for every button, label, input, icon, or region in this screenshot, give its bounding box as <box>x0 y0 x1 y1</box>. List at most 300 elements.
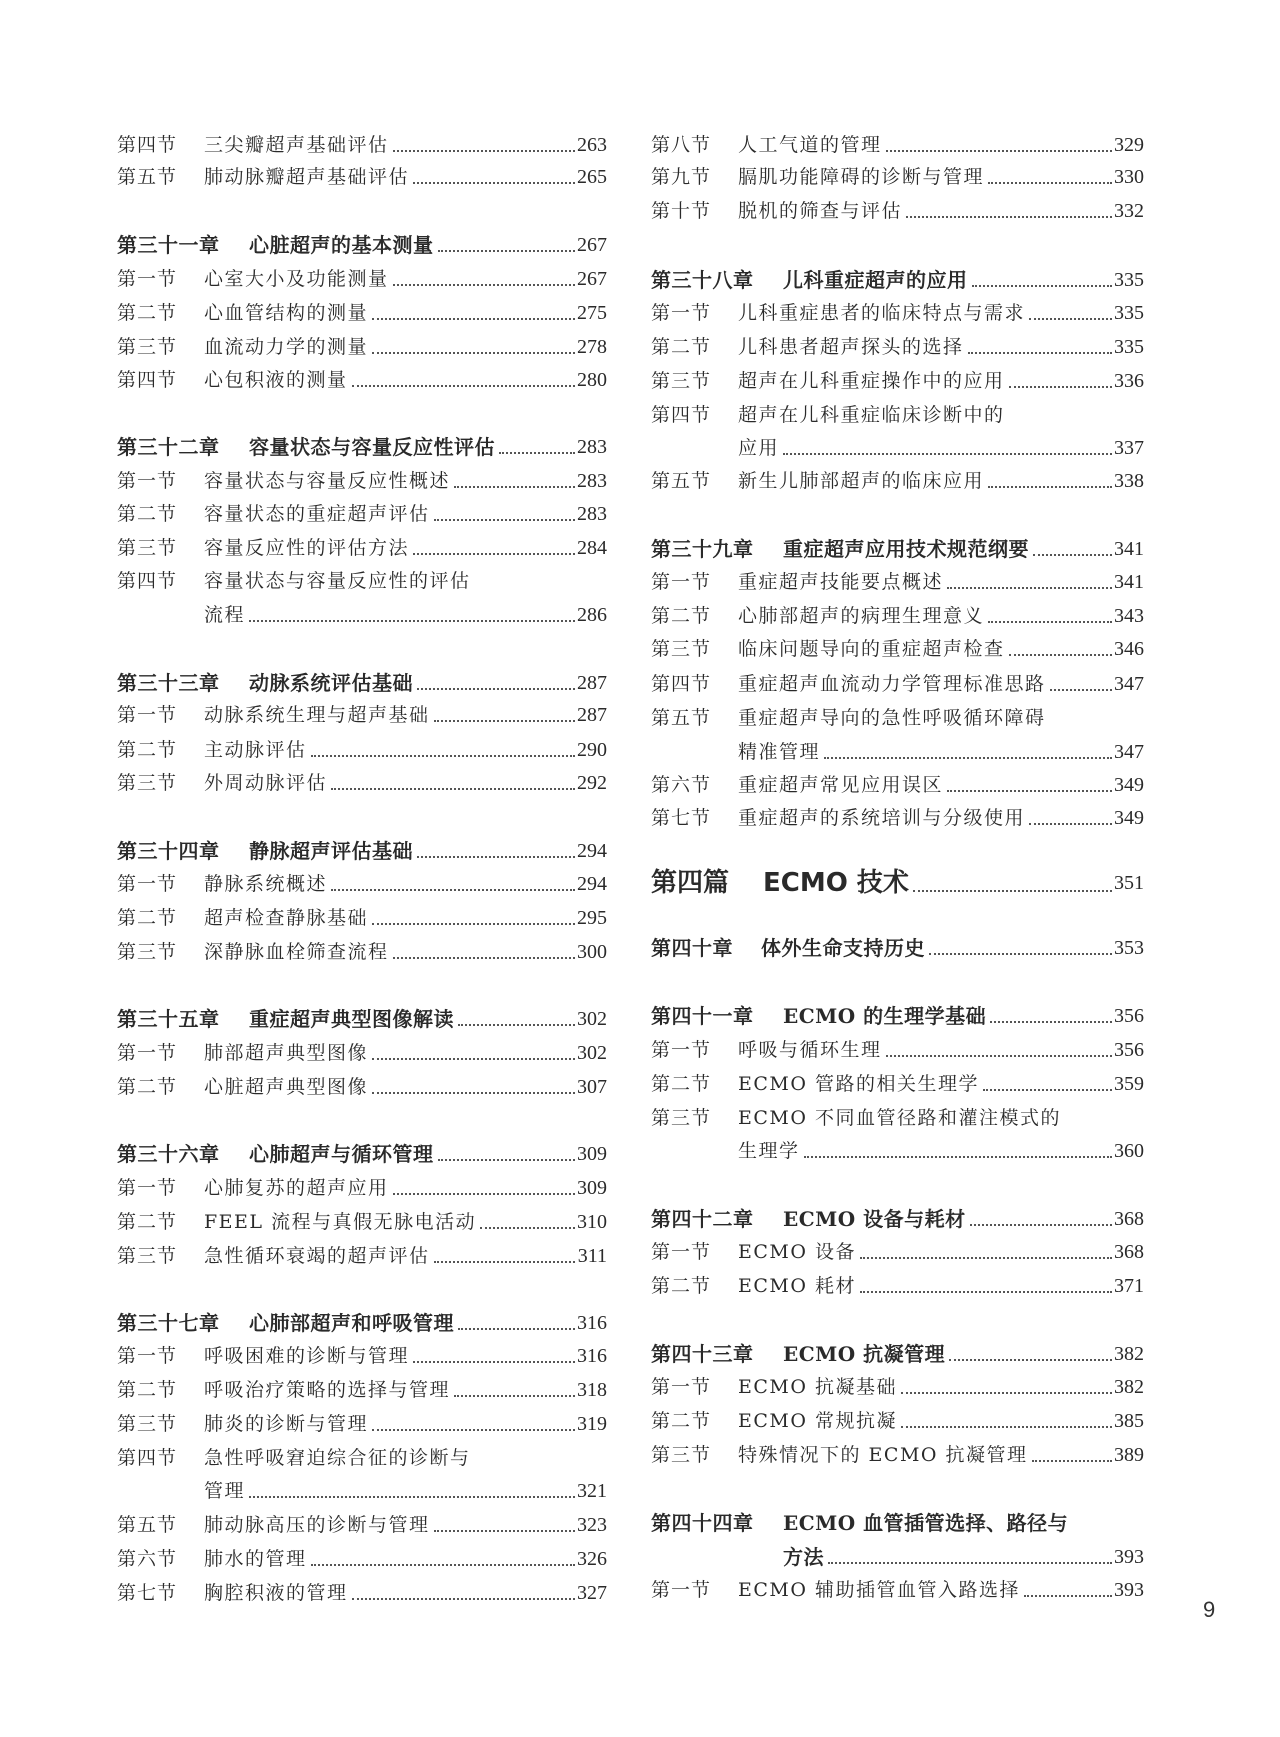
dot-leader <box>947 587 1112 589</box>
entry-title: 急性呼吸窘迫综合征的诊断与 <box>204 1447 471 1469</box>
dot-leader <box>1033 554 1112 556</box>
dot-leader <box>1050 689 1112 691</box>
entry-label: 第三节 <box>117 772 178 794</box>
entry-label: 第二节 <box>117 907 178 929</box>
entry-page-number: 332 <box>1112 196 1144 226</box>
entry-label: 第三节 <box>651 1107 712 1129</box>
toc-section-entry <box>651 1406 1144 1436</box>
entry-title: 重症超声常见应用误区 <box>738 774 944 796</box>
entry-label: 第二节 <box>117 1211 178 1233</box>
entry-title: 重症超声典型图像解读 <box>249 1007 454 1031</box>
toc-section-entry <box>651 1237 1144 1267</box>
entry-page-number: 347 <box>1112 737 1144 767</box>
toc-chapter-entry <box>651 1542 1144 1572</box>
dot-leader <box>1029 823 1112 825</box>
toc-section-entry <box>117 533 607 563</box>
toc-chapter-entry <box>651 933 1144 963</box>
entry-title: 重症超声技能要点概述 <box>738 571 944 593</box>
toc-chapter-entry <box>117 230 607 260</box>
dot-leader <box>804 1156 1112 1158</box>
toc-section-entry <box>117 937 607 967</box>
toc-section-entry <box>117 499 607 529</box>
entry-label: 第三十五章 <box>117 1007 220 1031</box>
entry-label: 第八节 <box>651 134 712 156</box>
entry-label: 第一节 <box>117 704 178 726</box>
entry-label: 第六节 <box>651 774 712 796</box>
toc-chapter-entry <box>651 1339 1144 1369</box>
entry-label: 第四十二章 <box>651 1207 754 1231</box>
entry-label: 第一节 <box>117 873 178 895</box>
toc-section-entry <box>651 601 1144 631</box>
toc-section-entry <box>651 567 1144 597</box>
dot-leader <box>990 1021 1112 1023</box>
entry-title: ECMO 设备 <box>738 1241 856 1263</box>
toc-section-entry <box>651 162 1144 192</box>
entry-title: ECMO 耗材 <box>738 1275 856 1297</box>
toc-chapter-entry <box>117 836 607 866</box>
entry-label: 第二节 <box>117 1379 178 1401</box>
toc-section-entry <box>651 703 1144 733</box>
dot-leader <box>434 720 575 722</box>
entry-title: 血流动力学的测量 <box>204 336 369 358</box>
dot-leader <box>413 553 575 555</box>
toc-section-entry <box>117 1476 607 1506</box>
entry-page-number: 371 <box>1112 1271 1144 1301</box>
toc-section-entry <box>651 1136 1144 1166</box>
entry-title: 超声在儿科重症临床诊断中的 <box>738 404 1005 426</box>
toc-chapter-entry <box>117 432 607 462</box>
entry-title: 肺动脉瓣超声基础评估 <box>204 166 410 188</box>
entry-page-number: 300 <box>575 937 607 967</box>
entry-page-number: 360 <box>1112 1136 1144 1166</box>
toc-section-entry <box>651 803 1144 833</box>
toc-section-entry <box>117 1173 607 1203</box>
toc-chapter-entry <box>651 1001 1144 1031</box>
entry-label: 第三节 <box>651 1444 712 1466</box>
dot-leader <box>372 923 575 925</box>
entry-page-number: 368 <box>1112 1237 1144 1267</box>
dot-leader <box>352 1598 575 1600</box>
entry-page-number: 283 <box>575 499 607 529</box>
entry-label: 第一节 <box>117 470 178 492</box>
entry-page-number: 311 <box>576 1241 607 1271</box>
entry-label: 第二节 <box>651 336 712 358</box>
entry-page-number: 329 <box>1112 130 1144 160</box>
entry-page-number: 338 <box>1112 466 1144 496</box>
entry-page-number: 294 <box>575 869 607 899</box>
dot-leader <box>1024 1595 1112 1597</box>
dot-leader <box>372 1429 575 1431</box>
entry-title: 精准管理 <box>738 741 821 763</box>
dot-leader <box>454 486 575 488</box>
entry-page-number: 286 <box>575 600 607 630</box>
entry-title: 心血管结构的测量 <box>204 302 369 324</box>
entry-page-number: 349 <box>1112 770 1144 800</box>
toc-section-entry <box>117 566 607 596</box>
entry-page-number: 319 <box>575 1409 607 1439</box>
entry-title: 重症超声导向的急性呼吸循环障碍 <box>738 707 1046 729</box>
entry-title: 儿科患者超声探头的选择 <box>738 336 964 358</box>
entry-label: 第五节 <box>651 707 712 729</box>
entry-page-number: 283 <box>575 466 607 496</box>
entry-title: 深静脉血栓筛查流程 <box>204 941 389 963</box>
entry-label: 第七节 <box>651 807 712 829</box>
dot-leader <box>970 1224 1112 1226</box>
entry-label: 第二节 <box>117 739 178 761</box>
dot-leader <box>458 1024 575 1026</box>
toc-section-entry <box>117 700 607 730</box>
toc-chapter-entry <box>651 534 1144 564</box>
entry-title: 三尖瓣超声基础评估 <box>204 134 389 156</box>
toc-part-entry <box>651 866 1144 896</box>
entry-title: 管理 <box>204 1480 246 1502</box>
entry-title: 静脉超声评估基础 <box>249 839 413 863</box>
entry-title: ECMO 管路的相关生理学 <box>738 1073 979 1095</box>
dot-leader <box>828 1562 1112 1564</box>
entry-page-number: 316 <box>575 1308 607 1338</box>
entry-page-number: 346 <box>1112 634 1144 664</box>
entry-title: 新生儿肺部超声的临床应用 <box>738 470 985 492</box>
toc-section-entry <box>117 130 607 160</box>
toc-section-entry <box>117 1241 607 1271</box>
entry-title: 临床问题导向的重症超声检查 <box>738 638 1005 660</box>
entry-title: 应用 <box>738 437 780 459</box>
toc-section-entry <box>117 600 607 630</box>
dot-leader <box>417 856 575 858</box>
entry-page-number: 302 <box>575 1038 607 1068</box>
dot-leader <box>249 620 575 622</box>
toc-section-entry <box>651 1069 1144 1099</box>
entry-title: 心室大小及功能测量 <box>204 268 389 290</box>
entry-page-number: 356 <box>1112 1035 1144 1065</box>
toc-section-entry <box>117 869 607 899</box>
entry-page-number: 353 <box>1112 933 1144 963</box>
toc-chapter-entry <box>117 1004 607 1034</box>
entry-label: 第四节 <box>117 1447 178 1469</box>
entry-page-number: 368 <box>1112 1204 1144 1234</box>
entry-page-number: 347 <box>1112 669 1144 699</box>
entry-title: 心肺部超声和呼吸管理 <box>249 1311 454 1335</box>
toc-chapter-entry <box>651 265 1144 295</box>
entry-title: 心肺部超声的病理生理意义 <box>738 605 985 627</box>
entry-label: 第二节 <box>117 302 178 324</box>
entry-label: 第二节 <box>117 1076 178 1098</box>
toc-section-entry <box>117 735 607 765</box>
toc-section-entry <box>651 770 1144 800</box>
entry-title: 外周动脉评估 <box>204 772 328 794</box>
entry-title: 胸腔积液的管理 <box>204 1582 348 1604</box>
dot-leader <box>972 285 1112 287</box>
entry-title: 肺部超声典型图像 <box>204 1042 369 1064</box>
toc-section-entry <box>651 433 1144 463</box>
toc-section-entry <box>651 1035 1144 1065</box>
dot-leader <box>906 216 1112 218</box>
entry-label: 第一节 <box>651 571 712 593</box>
toc-section-entry <box>651 1103 1144 1133</box>
toc-section-entry <box>117 1038 607 1068</box>
entry-page-number: 287 <box>575 700 607 730</box>
entry-page-number: 318 <box>575 1375 607 1405</box>
toc-section-entry <box>651 332 1144 362</box>
entry-label: 第三节 <box>651 638 712 660</box>
entry-page-number: 341 <box>1112 534 1144 564</box>
entry-title: ECMO 不同血管径路和灌注模式的 <box>738 1107 1061 1129</box>
entry-label: 第一节 <box>651 1241 712 1263</box>
entry-page-number: 321 <box>575 1476 607 1506</box>
toc-section-entry <box>117 162 607 192</box>
entry-page-number: 278 <box>575 332 607 362</box>
entry-page-number: 389 <box>1112 1440 1144 1470</box>
entry-page-number: 393 <box>1112 1542 1144 1572</box>
toc-chapter-entry <box>651 1204 1144 1234</box>
entry-title: 容量状态与容量反应性概述 <box>204 470 451 492</box>
entry-label: 第四节 <box>117 369 178 391</box>
entry-title: 肺水的管理 <box>204 1548 307 1570</box>
entry-title: 超声在儿科重症操作中的应用 <box>738 370 1005 392</box>
entry-title: 超声检查静脉基础 <box>204 907 369 929</box>
dot-leader <box>434 1530 575 1532</box>
entry-label: 第一节 <box>117 1042 178 1064</box>
entry-page-number: 335 <box>1112 298 1144 328</box>
entry-title: ECMO 的生理学基础 <box>783 1004 987 1028</box>
dot-leader <box>913 890 1112 892</box>
entry-page-number: 284 <box>575 533 607 563</box>
entry-label: 第三十八章 <box>651 268 754 292</box>
toc-section-entry <box>117 332 607 362</box>
entry-page-number: 310 <box>575 1207 607 1237</box>
entry-label: 第三十一章 <box>117 233 220 257</box>
entry-title: 呼吸与循环生理 <box>738 1039 882 1061</box>
dot-leader <box>372 352 575 354</box>
entry-title: 容量状态的重症超声评估 <box>204 503 430 525</box>
entry-label: 第二节 <box>651 605 712 627</box>
entry-label: 第三节 <box>117 537 178 559</box>
dot-leader <box>480 1227 575 1229</box>
entry-label: 第三十七章 <box>117 1311 220 1335</box>
entry-page-number: 393 <box>1112 1575 1144 1605</box>
entry-label: 第七节 <box>117 1582 178 1604</box>
entry-label: 第二节 <box>117 503 178 525</box>
entry-title: 重症超声的系统培训与分级使用 <box>738 807 1026 829</box>
entry-label: 第五节 <box>117 1514 178 1536</box>
entry-page-number: 341 <box>1112 567 1144 597</box>
entry-label: 第四十一章 <box>651 1004 754 1028</box>
toc-section-entry <box>117 1341 607 1371</box>
entry-title: 容量状态与容量反应性的评估 <box>204 570 471 592</box>
dot-leader <box>499 452 575 454</box>
entry-label: 第四节 <box>651 673 712 695</box>
entry-page-number: 385 <box>1112 1406 1144 1436</box>
page-number: 9 <box>1203 1597 1216 1622</box>
entry-title: 方法 <box>783 1545 824 1569</box>
entry-title: FEEL 流程与真假无脉电活动 <box>204 1211 477 1233</box>
entry-page-number: 309 <box>575 1173 607 1203</box>
entry-page-number: 356 <box>1112 1001 1144 1031</box>
toc-section-entry <box>117 1375 607 1405</box>
toc-chapter-entry <box>117 1308 607 1338</box>
entry-label: 第三十三章 <box>117 671 220 695</box>
toc-section-entry <box>651 1575 1144 1605</box>
entry-page-number: 359 <box>1112 1069 1144 1099</box>
entry-page-number: 295 <box>575 903 607 933</box>
toc-section-entry <box>117 903 607 933</box>
entry-page-number: 307 <box>575 1072 607 1102</box>
entry-page-number: 267 <box>575 264 607 294</box>
dot-leader <box>783 453 1112 455</box>
dot-leader <box>1032 1460 1112 1462</box>
entry-title: ECMO 抗凝基础 <box>738 1376 897 1398</box>
entry-label: 第九节 <box>651 166 712 188</box>
toc-section-entry <box>117 1072 607 1102</box>
dot-leader <box>988 486 1112 488</box>
dot-leader <box>352 385 575 387</box>
entry-label: 第六节 <box>117 1548 178 1570</box>
entry-label: 第三节 <box>117 336 178 358</box>
entry-title: 人工气道的管理 <box>738 134 882 156</box>
dot-leader <box>949 1359 1112 1361</box>
dot-leader <box>413 182 575 184</box>
entry-title: 特殊情况下的 ECMO 抗凝管理 <box>738 1444 1028 1466</box>
entry-title: 体外生命支持历史 <box>761 936 925 960</box>
dot-leader <box>393 1193 575 1195</box>
toc-section-entry <box>117 264 607 294</box>
entry-label: 第三节 <box>651 370 712 392</box>
dot-leader <box>947 790 1112 792</box>
toc-section-entry <box>117 298 607 328</box>
toc-section-entry <box>117 1443 607 1473</box>
toc-section-entry <box>651 466 1144 496</box>
entry-label: 第一节 <box>651 1376 712 1398</box>
entry-label: 第一节 <box>117 268 178 290</box>
entry-page-number: 309 <box>575 1139 607 1169</box>
entry-label: 第三节 <box>117 941 178 963</box>
entry-page-number: 302 <box>575 1004 607 1034</box>
toc-section-entry <box>651 1271 1144 1301</box>
entry-page-number: 343 <box>1112 601 1144 631</box>
entry-page-number: 290 <box>575 735 607 765</box>
entry-page-number: 337 <box>1112 433 1144 463</box>
entry-label: 第一节 <box>651 1039 712 1061</box>
toc-section-entry <box>117 768 607 798</box>
dot-leader <box>438 250 575 252</box>
entry-label: 第四节 <box>117 134 178 156</box>
toc-section-entry <box>651 669 1144 699</box>
entry-title: 心包积液的测量 <box>204 369 348 391</box>
entry-label: 第三节 <box>117 1413 178 1435</box>
dot-leader <box>438 1159 575 1161</box>
entry-label: 第四十三章 <box>651 1342 754 1366</box>
entry-label: 第四十章 <box>651 936 733 960</box>
dot-leader <box>901 1426 1112 1428</box>
entry-title: 呼吸困难的诊断与管理 <box>204 1345 410 1367</box>
dot-leader <box>988 621 1112 623</box>
toc-section-entry <box>117 1207 607 1237</box>
entry-title: 儿科重症超声的应用 <box>783 268 968 292</box>
dot-leader <box>413 1361 575 1363</box>
entry-page-number: 267 <box>575 230 607 260</box>
toc-section-entry <box>651 130 1144 160</box>
entry-label: 第十节 <box>651 200 712 222</box>
dot-leader <box>393 957 575 959</box>
dot-leader <box>372 1092 575 1094</box>
toc-section-entry <box>117 365 607 395</box>
entry-title: 肺炎的诊断与管理 <box>204 1413 369 1435</box>
dot-leader <box>393 284 575 286</box>
entry-title: 流程 <box>204 604 246 626</box>
dot-leader <box>249 1496 575 1498</box>
toc-section-entry <box>651 196 1144 226</box>
toc-section-entry <box>651 366 1144 396</box>
dot-leader <box>968 352 1112 354</box>
entry-page-number: 382 <box>1112 1372 1144 1402</box>
entry-title: ECMO 血管插管选择、路径与 <box>783 1511 1069 1535</box>
toc-section-entry <box>651 737 1144 767</box>
toc-chapter-entry <box>651 1508 1144 1538</box>
entry-label: 第三十九章 <box>651 537 754 561</box>
entry-label: 第四节 <box>651 404 712 426</box>
toc-section-entry <box>651 634 1144 664</box>
entry-title: ECMO 常规抗凝 <box>738 1410 897 1432</box>
dot-leader <box>901 1392 1112 1394</box>
entry-title: 儿科重症患者的临床特点与需求 <box>738 302 1026 324</box>
entry-title: 脱机的筛查与评估 <box>738 200 903 222</box>
entry-title: 动脉系统生理与超声基础 <box>204 704 430 726</box>
entry-title: 容量反应性的评估方法 <box>204 537 410 559</box>
entry-label: 第二节 <box>651 1073 712 1095</box>
entry-label: 第一节 <box>117 1177 178 1199</box>
entry-page-number: 323 <box>575 1510 607 1540</box>
toc-section-entry <box>117 1544 607 1574</box>
toc-section-entry <box>651 400 1144 430</box>
dot-leader <box>454 1395 575 1397</box>
toc-section-entry <box>117 466 607 496</box>
entry-title: ECMO 技术 <box>763 868 909 898</box>
dot-leader <box>331 788 575 790</box>
dot-leader <box>311 755 575 757</box>
entry-label: 第三节 <box>117 1245 178 1267</box>
entry-page-number: 287 <box>575 668 607 698</box>
entry-title: 急性循环衰竭的超声评估 <box>204 1245 430 1267</box>
entry-title: 心肺复苏的超声应用 <box>204 1177 389 1199</box>
entry-page-number: 283 <box>575 432 607 462</box>
dot-leader <box>434 1261 575 1263</box>
entry-page-number: 265 <box>575 162 607 192</box>
entry-label: 第一节 <box>651 302 712 324</box>
entry-title: 动脉系统评估基础 <box>249 671 413 695</box>
entry-page-number: 349 <box>1112 803 1144 833</box>
entry-title: 生理学 <box>738 1140 800 1162</box>
entry-page-number: 335 <box>1112 265 1144 295</box>
dot-leader <box>886 150 1112 152</box>
dot-leader <box>929 953 1112 955</box>
toc-section-entry <box>117 1409 607 1439</box>
entry-title: 重症超声应用技术规范纲要 <box>783 537 1029 561</box>
dot-leader <box>860 1257 1112 1259</box>
entry-title: 心脏超声典型图像 <box>204 1076 369 1098</box>
toc-chapter-entry <box>117 1139 607 1169</box>
toc-section-entry <box>651 1372 1144 1402</box>
dot-leader <box>1009 654 1112 656</box>
entry-page-number: 327 <box>575 1578 607 1608</box>
dot-leader <box>983 1089 1112 1091</box>
entry-title: 主动脉评估 <box>204 739 307 761</box>
dot-leader <box>434 519 575 521</box>
entry-title: ECMO 辅助插管血管入路选择 <box>738 1579 1020 1601</box>
entry-title: 肺动脉高压的诊断与管理 <box>204 1514 430 1536</box>
dot-leader <box>988 182 1112 184</box>
dot-leader <box>311 1564 575 1566</box>
entry-page-number: 294 <box>575 836 607 866</box>
